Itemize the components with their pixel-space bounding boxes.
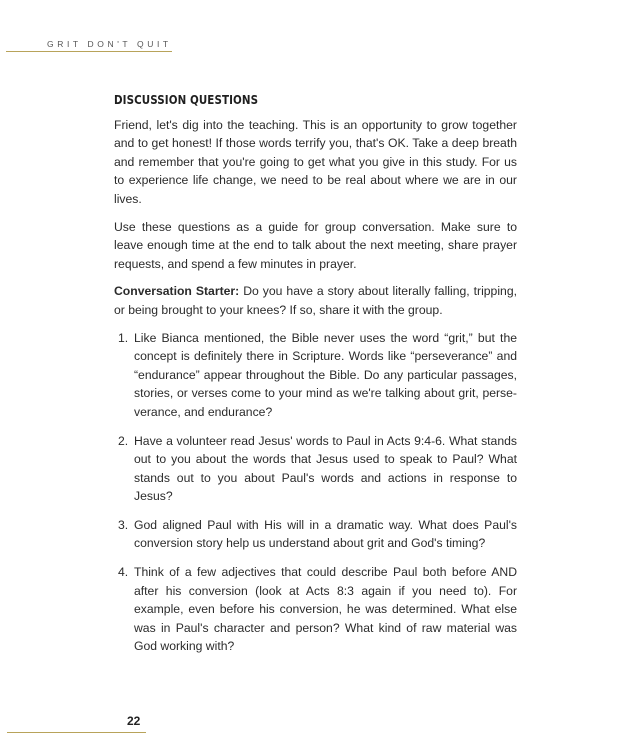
question-number: 3. bbox=[118, 517, 129, 532]
question-list bbox=[114, 329, 517, 657]
page-content bbox=[114, 91, 517, 666]
question-item bbox=[114, 432, 517, 506]
header-rule bbox=[6, 51, 172, 52]
conversation-starter-label: Conversation Starter: bbox=[114, 284, 240, 299]
question-item bbox=[114, 563, 517, 656]
intro-paragraph: Use these questions as a guide for group conversation. Make sure to leave enough time at the end to talk about the next meeting, share prayer requests, and spend a few minutes in prayer. bbox=[114, 219, 517, 271]
question-text: Have a volunteer read Jesus' words to Paul in Acts 9:4-6. What stands out to you about the words that Jesus used to speak to Paul? What stands out to you about Paul's words and actions in response to Jesus? bbox=[134, 433, 517, 504]
question-number: 1. bbox=[118, 330, 129, 345]
footer-rule bbox=[7, 732, 146, 733]
question-number: 4. bbox=[118, 565, 129, 580]
page-number: 22 bbox=[127, 714, 141, 728]
question-text: Like Bianca mentioned, the Bible never uses the word “grit,” but the concept is definitely there in Scripture. Words like “perseverance” and “endurance” appear throughout the Bible. Do any particular passages, stories, or verses come to your mind as we're talking about grit, perse-verance, and endurance? bbox=[134, 330, 517, 419]
section-title: DISCUSSION QUESTIONS bbox=[114, 93, 259, 107]
question-number: 2. bbox=[118, 433, 129, 448]
question-text: God aligned Paul with His will in a dramatic way. What does Paul's conversion story help us understand about grit and God's timing? bbox=[134, 517, 517, 551]
running-head: GRIT DON'T QUIT bbox=[47, 39, 172, 49]
question-item bbox=[114, 516, 517, 553]
conversation-starter bbox=[114, 282, 517, 319]
conversation-starter-text: Do you have a story about literally falling, tripping, or being brought to your knees? If so, share it with the group. bbox=[114, 284, 517, 317]
question-item bbox=[114, 329, 517, 422]
question-text: Think of a few adjectives that could describe Paul both before AND after his conversion (look at Acts 8:3 again if you need to). For example, even before his conversion, he was determined. What else was in Paul's character and person? What kind of raw material was God working with? bbox=[134, 565, 517, 654]
intro-paragraph: Friend, let's dig into the teaching. This is an opportunity to grow together and to get honest! If those words terrify you, that's OK. Take a deep breath and remember that you're going to get what you give in this study. For us to experience life change, we need to be real about where we are in our lives. bbox=[114, 117, 517, 206]
